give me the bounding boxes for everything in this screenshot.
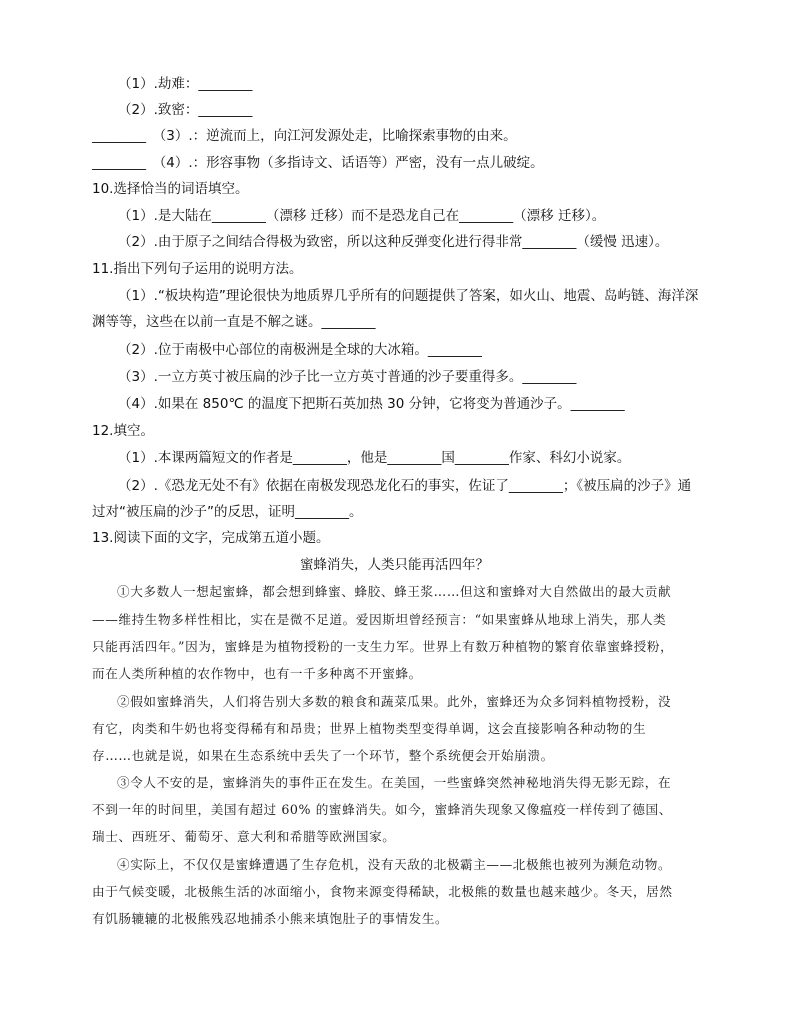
question-10-heading: 10.选择恰当的词语填空。 [92, 181, 249, 197]
article-line: 有饥肠辘辘的北极熊残忍地捕杀小熊来填饱肚子的事情发生。 [92, 911, 449, 926]
q11-item-3: （3）.一立方英寸被压扁的沙子比一立方英寸普通的沙子要重得多。________ [118, 369, 577, 385]
question-12-heading: 12.填空。 [92, 423, 154, 439]
q9-item-2: （2）.致密：________ [118, 102, 253, 118]
article-line: ②假如蜜蜂消失，人们将告别大多数的粮食和蔬菜瓜果。此外，蜜蜂还为众多饲料植物授粉，没 [117, 694, 672, 709]
question-13-heading: 13.阅读下面的文字，完成第五道小题。 [92, 530, 330, 546]
article-line: ①大多数人一想起蜜蜂，都会想到蜂蜜、蜂胶、蜂王浆……但这和蜜蜂对大自然做出的最大贡献 [117, 584, 672, 599]
article-line: 存……也就是说，如果在生态系统中丢失了一个环节，整个系统便会开始崩溃。 [92, 748, 554, 763]
article-line: ④实际上，不仅仅是蜜蜂遭遇了生存危机，没有天敌的北极霸主——北极熊也被列为濒危动物。 [117, 857, 672, 872]
q9-item-4: ________ （4）.：形容事物（多指诗文、话语等）严密，没有一点儿破绽。 [92, 155, 544, 171]
article-line: 由于气候变暖，北极熊生活的冰面缩小，食物来源变得稀缺，北极熊的数量也越来越少。冬天，居然 [92, 884, 673, 899]
q11-item-4: （4）.如果在 850℃ 的温度下把斯石英加热 30 分钟，它将变为普通沙子。________ [118, 396, 625, 412]
q9-item-1: （1）.劫难：________ [118, 76, 253, 92]
q11-item-1: （1）.“板块构造”理论很快为地质界几乎所有的问题提供了答案，如火山、地震、岛屿链、海洋深 [118, 288, 699, 304]
q12-item-1: （1）.本课两篇短文的作者是________，他是________国________作家、科幻小说家。 [118, 450, 631, 466]
q10-item-2: （2）.由于原子之间结合得极为致密，所以这种反弹变化进行得非常________（缓慢 迅速）。 [118, 234, 669, 250]
article-line: 有它，肉类和牛奶也将变得稀有和昂贵；世界上植物类型变得单调，这会直接影响各种动物的生 [92, 721, 647, 736]
article-line: 不到一年的时间里，美国有超过 60% 的蜜蜂消失。如今，蜜蜂消失现象又像瘟疫一样传到了德国、 [92, 802, 672, 817]
q11-item-1-cont: 渊等等，这些在以前一直是不解之谜。________ [92, 314, 376, 330]
article-line: ③令人不安的是，蜜蜂消失的事件正在发生。在美国，一些蜜蜂突然神秘地消失得无影无踪，在 [117, 775, 672, 790]
article-line: ——维持生物多样性相比，实在是微不足道。爱因斯坦曾经预言：“如果蜜蜂从地球上消失，那人类 [92, 612, 667, 627]
article-title: 蜜蜂消失，人类只能再活四年？ [300, 557, 489, 573]
article-line: 只能再活四年。”因为，蜜蜂是为植物授粉的一支生力军。世界上有数万种植物的繁育依靠蜜蜂授粉， [92, 639, 674, 654]
q10-item-1: （1）.是大陆在________（漂移 迁移）而不是恐龙自己在________（漂移 迁移）。 [118, 208, 606, 224]
q12-item-2-cont: 过对“被压扁的沙子”的反思，证明________。 [92, 504, 363, 520]
question-11-heading: 11.指出下列句子运用的说明方法。 [92, 261, 303, 277]
q9-item-3: ________ （3）.：逆流而上，向江河发源处走，比喻探索事物的由来。 [92, 128, 517, 144]
article-line: 瑞士、西班牙、葡萄牙、意大利和希腊等欧洲国家。 [92, 829, 396, 844]
q11-item-2: （2）.位于南极中心部位的南极洲是全球的大冰箱。________ [118, 342, 482, 358]
q12-item-2: （2）.《恐龙无处不有》依据在南极发现恐龙化石的事实，佐证了________；《被压扁的沙子》通 [118, 478, 692, 494]
article-line: 而在人类所种植的农作物中，也有一千多种离不开蜜蜂。 [92, 666, 422, 681]
